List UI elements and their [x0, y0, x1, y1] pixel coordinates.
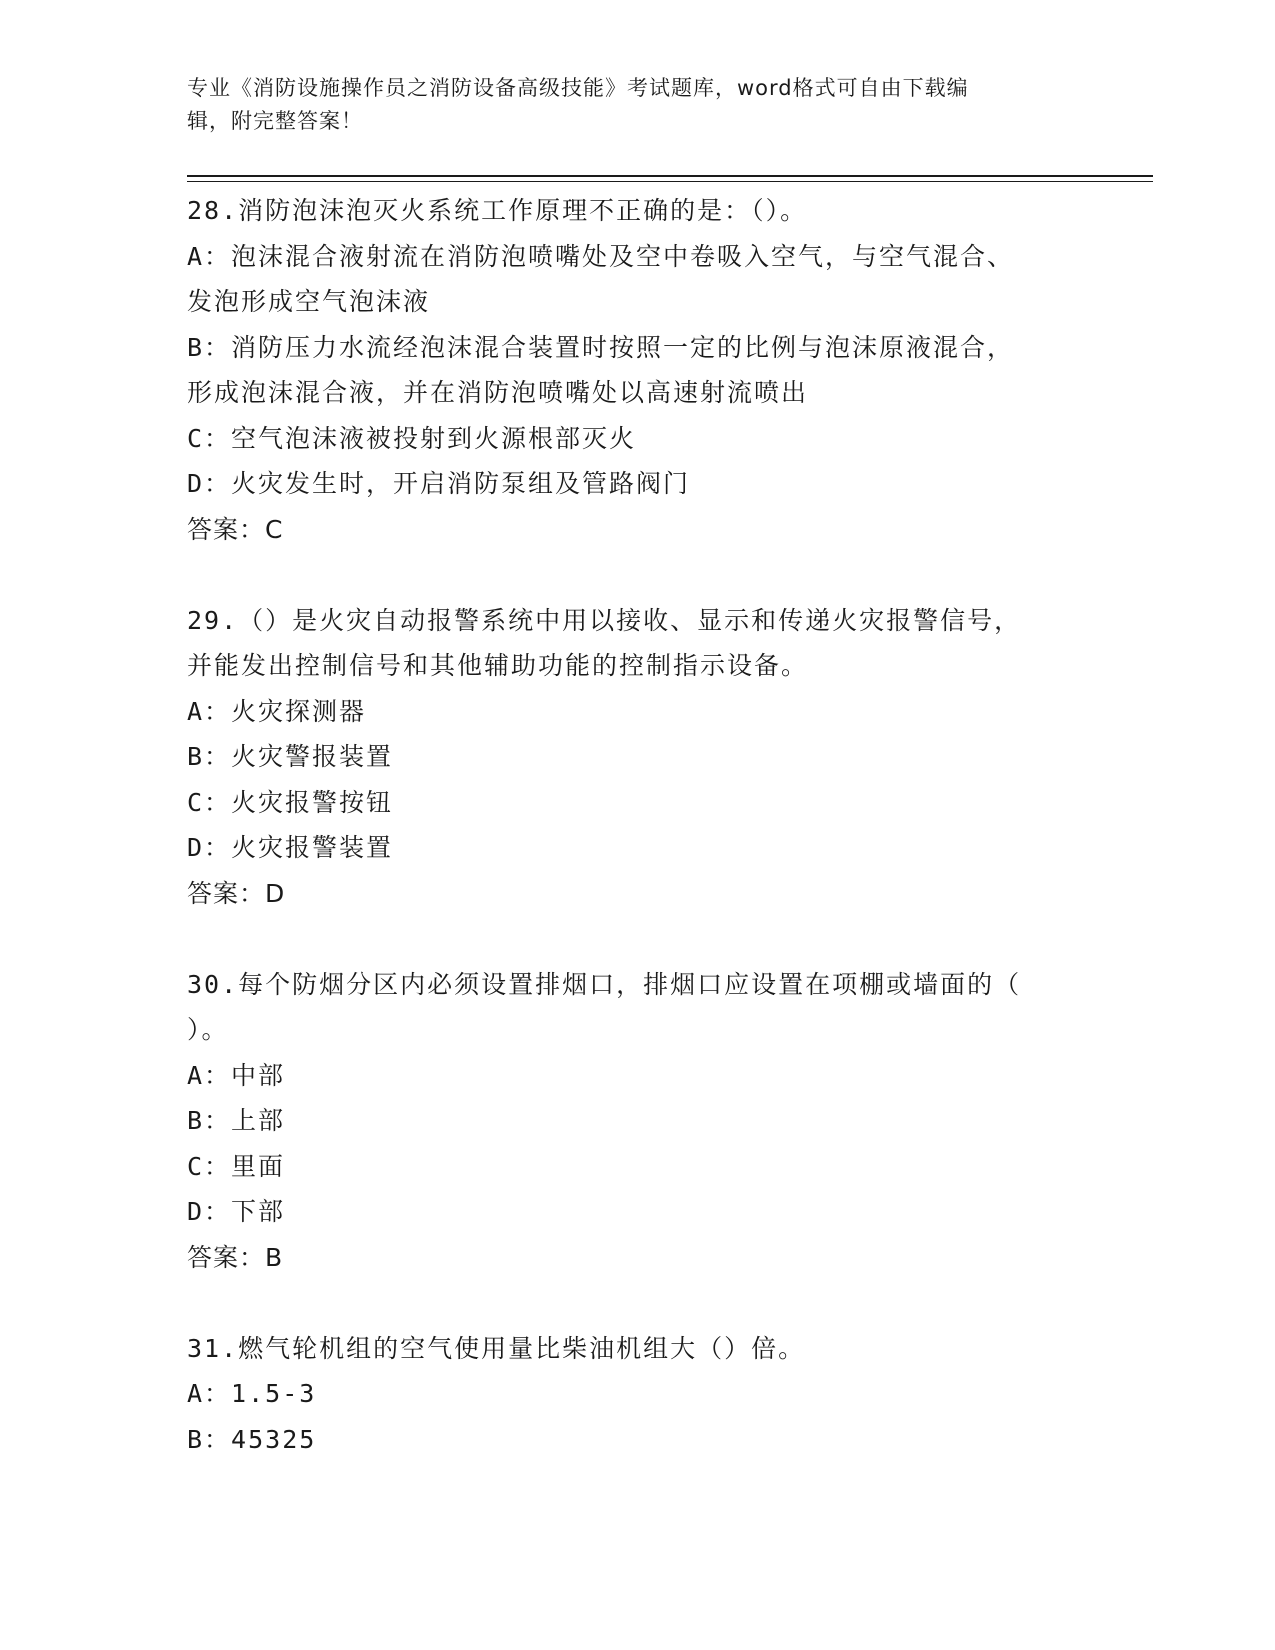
answer-line: 答案：B — [187, 1242, 284, 1272]
option-d: D：火灾发生时，开启消防泵组及管路阀门 — [187, 469, 691, 498]
option-c: C：空气泡沫液被投射到火源根部灭火 — [187, 423, 637, 453]
question-stem: 30.每个防烟分区内必须设置排烟口，排烟口应设置在项棚或墙面的（ — [187, 969, 1022, 999]
question-28 — [187, 188, 1087, 552]
option-c: C：里面 — [187, 1151, 286, 1181]
option-a: A：1.5-3 — [187, 1379, 317, 1408]
question-30 — [187, 962, 1087, 1281]
option-b: B：上部 — [187, 1106, 286, 1135]
header-line-2: 辑，附完整答案！ — [187, 109, 363, 133]
answer-line: 答案：C — [187, 514, 284, 544]
option-d: D：下部 — [187, 1197, 286, 1226]
question-spacer — [187, 916, 1087, 962]
option-b-continued: 形成泡沫混合液，并在消防泡喷嘴处以高速射流喷出 — [187, 378, 809, 407]
question-stem: 31.燃气轮机组的空气使用量比柴油机组大（）倍。 — [187, 1333, 806, 1363]
question-stem-continued: 并能发出控制信号和其他辅助功能的控制指示设备。 — [187, 651, 809, 680]
option-a: A：泡沫混合液射流在消防泡喷嘴处及空中卷吸入空气，与空气混合、 — [187, 241, 1015, 271]
option-a-continued: 发泡形成空气泡沫液 — [187, 287, 431, 316]
option-a: A：火灾探测器 — [187, 696, 367, 726]
question-31 — [187, 1326, 1087, 1463]
option-b: B：火灾警报装置 — [187, 742, 394, 771]
header-line-1: 专业《消防设施操作员之消防设备高级技能》考试题库，word格式可自由下载编 — [187, 76, 969, 100]
option-b: B：消防压力水流经泡沫混合装置时按照一定的比例与泡沫原液混合， — [187, 332, 1015, 362]
question-spacer — [187, 552, 1087, 598]
question-stem-continued: ）。 — [187, 1015, 229, 1044]
question-list — [187, 188, 1087, 1462]
document-header — [187, 72, 1087, 138]
question-spacer — [187, 1280, 1087, 1326]
question-29 — [187, 598, 1087, 917]
answer-line: 答案：D — [187, 878, 286, 908]
option-a: A：中部 — [187, 1060, 286, 1090]
option-d: D：火灾报警装置 — [187, 833, 394, 862]
option-c: C：火灾报警按钮 — [187, 787, 394, 817]
header-divider-thin — [187, 181, 1153, 182]
option-b: B：45325 — [187, 1424, 317, 1454]
question-stem: 28.消防泡沫泡灭火系统工作原理不正确的是：（）。 — [187, 196, 808, 225]
question-stem: 29.（）是火灾自动报警系统中用以接收、显示和传递火灾报警信号， — [187, 605, 1022, 635]
header-divider-thick — [187, 175, 1153, 177]
